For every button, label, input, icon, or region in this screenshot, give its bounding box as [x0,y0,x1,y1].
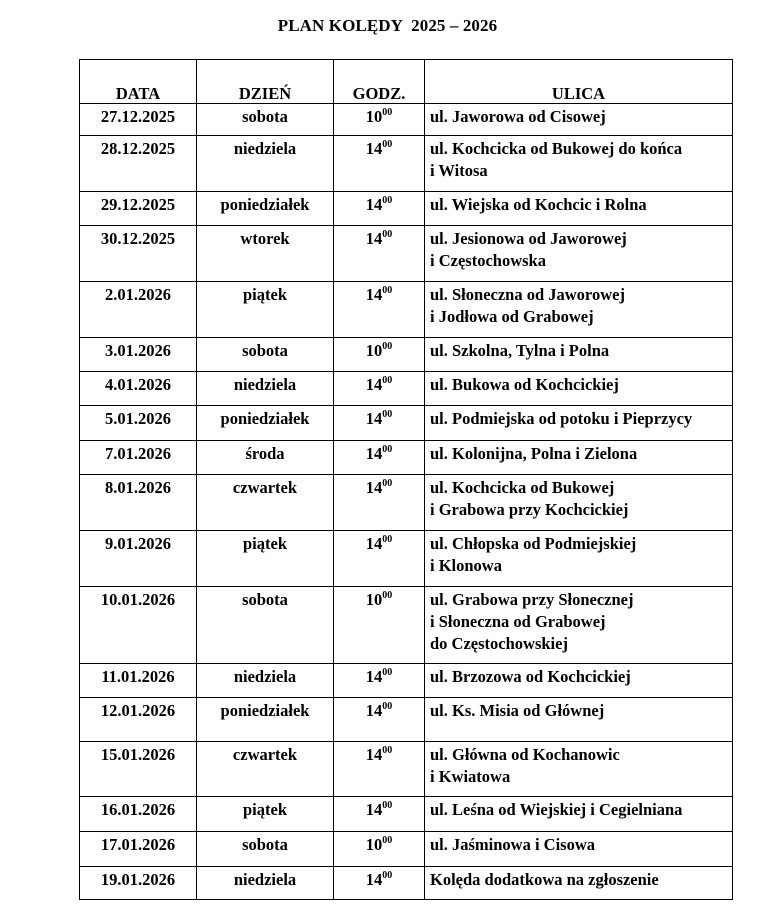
cell-date: 9.01.2026 [80,531,197,587]
hour-value: 14 [365,409,383,428]
cell-day: sobota [197,587,334,664]
minutes-value: 00 [382,228,393,240]
cell-hour [334,338,425,372]
header-day: DZIEŃ [197,60,334,104]
cell-date: 16.01.2026 [80,797,197,832]
hour-value: 10 [365,590,383,609]
header-street: ULICA [425,60,733,104]
street-line: ul. Jaworowa od Cisowej [430,107,606,126]
cell-street [425,282,733,338]
cell-date: 19.01.2026 [80,867,197,900]
hour-value: 14 [365,444,383,463]
minutes-value: 00 [382,138,393,150]
street-line: ul. Szkolna, Tylna i Polna [430,341,610,360]
cell-street [425,832,733,867]
street-line: ul. Kochcicka od Bukowej [430,478,615,497]
street-line: do Częstochowskiej [430,634,568,653]
minutes-value: 00 [382,744,393,756]
street-line: ul. Wiejska od Kochcic i Rolna [430,195,647,214]
cell-street [425,226,733,282]
hour-value: 14 [365,870,383,889]
cell-street [425,441,733,475]
cell-date: 10.01.2026 [80,587,197,664]
table-row [80,104,733,136]
hour-value: 10 [365,835,383,854]
cell-day: poniedziałek [197,192,334,226]
cell-date: 29.12.2025 [80,192,197,226]
cell-date: 7.01.2026 [80,441,197,475]
hour-value: 14 [365,745,383,764]
hour-value: 14 [365,478,383,497]
cell-day: czwartek [197,742,334,797]
cell-hour [334,832,425,867]
table-row [80,406,733,441]
cell-day: niedziela [197,136,334,192]
hour-value: 14 [365,534,383,553]
table-row [80,797,733,832]
hour-value: 14 [365,701,383,720]
street-line: i Witosa [430,161,488,180]
minutes-value: 00 [382,533,393,545]
street-line: ul. Jaśminowa i Cisowa [430,835,596,854]
cell-day: piątek [197,282,334,338]
cell-day: sobota [197,104,334,136]
cell-street [425,587,733,664]
street-line: ul. Chłopska od Podmiejskiej [430,534,637,553]
cell-day: niedziela [197,372,334,406]
header-date: DATA [80,60,197,104]
table-row [80,441,733,475]
cell-hour [334,192,425,226]
table-row [80,742,733,797]
cell-street [425,406,733,441]
street-line: i Kwiatowa [430,767,511,786]
cell-street [425,742,733,797]
street-line: i Częstochowska [430,251,546,270]
minutes-value: 00 [382,834,393,846]
table-row [80,282,733,338]
cell-date: 5.01.2026 [80,406,197,441]
cell-hour [334,797,425,832]
street-line: Kolęda dodatkowa na zgłoszenie [430,870,659,889]
hour-value: 14 [365,800,383,819]
cell-date: 3.01.2026 [80,338,197,372]
minutes-value: 00 [382,869,393,881]
table-row [80,832,733,867]
table-row [80,698,733,742]
hour-value: 14 [365,195,383,214]
cell-street [425,192,733,226]
table-row [80,867,733,900]
cell-street [425,104,733,136]
minutes-value: 00 [382,340,393,352]
cell-date: 11.01.2026 [80,664,197,698]
table-row [80,136,733,192]
cell-hour [334,104,425,136]
hour-value: 14 [365,375,383,394]
street-line: i Grabowa przy Kochcickiej [430,500,629,519]
cell-hour [334,372,425,406]
street-line: ul. Kolonijna, Polna i Zielona [430,444,638,463]
street-line: ul. Główna od Kochanowic [430,745,620,764]
cell-date: 2.01.2026 [80,282,197,338]
cell-date: 12.01.2026 [80,698,197,742]
cell-day: piątek [197,531,334,587]
cell-day: piątek [197,797,334,832]
cell-street [425,867,733,900]
cell-hour [334,136,425,192]
cell-day: czwartek [197,475,334,531]
street-line: i Słoneczna od Grabowej [430,612,606,631]
table-row [80,587,733,664]
minutes-value: 00 [382,374,393,386]
table-row [80,372,733,406]
minutes-value: 00 [382,194,393,206]
cell-date: 8.01.2026 [80,475,197,531]
street-line: ul. Podmiejska od potoku i Pieprzycy [430,409,693,428]
table-row [80,226,733,282]
cell-date: 17.01.2026 [80,832,197,867]
cell-hour [334,441,425,475]
cell-date: 28.12.2025 [80,136,197,192]
cell-day: niedziela [197,867,334,900]
cell-hour [334,282,425,338]
street-line: ul. Słoneczna od Jaworowej [430,285,625,304]
street-line: ul. Grabowa przy Słonecznej [430,590,634,609]
cell-street [425,338,733,372]
table-header-row [80,60,733,104]
cell-street [425,531,733,587]
cell-day: poniedziałek [197,406,334,441]
table-row [80,338,733,372]
cell-date: 15.01.2026 [80,742,197,797]
street-line: ul. Jesionowa od Jaworowej [430,229,627,248]
minutes-value: 00 [382,589,393,601]
cell-day: poniedziałek [197,698,334,742]
street-line: ul. Brzozowa od Kochcickiej [430,667,631,686]
minutes-value: 00 [382,284,393,296]
hour-value: 14 [365,667,383,686]
street-line: ul. Kochcicka od Bukowej do końca [430,139,683,158]
minutes-value: 00 [382,799,393,811]
cell-hour [334,475,425,531]
hour-value: 14 [365,285,383,304]
table-row [80,531,733,587]
minutes-value: 00 [382,106,393,118]
cell-day: sobota [197,338,334,372]
table-row [80,192,733,226]
cell-hour [334,531,425,587]
minutes-value: 00 [382,700,393,712]
cell-day: środa [197,441,334,475]
cell-date: 27.12.2025 [80,104,197,136]
hour-value: 14 [365,229,383,248]
cell-hour [334,226,425,282]
cell-day: wtorek [197,226,334,282]
header-hour: GODZ. [334,60,425,104]
cell-street [425,797,733,832]
hour-value: 14 [365,139,383,158]
cell-hour [334,587,425,664]
cell-date: 4.01.2026 [80,372,197,406]
table-row [80,475,733,531]
cell-street [425,136,733,192]
cell-hour [334,698,425,742]
hour-value: 10 [365,341,383,360]
cell-date: 30.12.2025 [80,226,197,282]
street-line: ul. Leśna od Wiejskiej i Cegielniana [430,800,683,819]
cell-day: sobota [197,832,334,867]
street-line: ul. Ks. Misia od Głównej [430,701,605,720]
cell-street [425,698,733,742]
schedule-table [79,59,733,900]
street-line: ul. Bukowa od Kochcickiej [430,375,619,394]
cell-hour [334,664,425,698]
minutes-value: 00 [382,666,393,678]
cell-street [425,475,733,531]
page-title: PLAN KOLĘDY 2025 – 2026 [277,16,498,35]
cell-day: niedziela [197,664,334,698]
hour-value: 10 [365,107,383,126]
street-line: i Jodłowa od Grabowej [430,307,594,326]
cell-street [425,664,733,698]
table-row [80,664,733,698]
street-line: i Klonowa [430,556,502,575]
cell-hour [334,406,425,441]
minutes-value: 00 [382,477,393,489]
cell-hour [334,867,425,900]
minutes-value: 00 [382,408,393,420]
cell-street [425,372,733,406]
minutes-value: 00 [382,443,393,455]
cell-hour [334,742,425,797]
